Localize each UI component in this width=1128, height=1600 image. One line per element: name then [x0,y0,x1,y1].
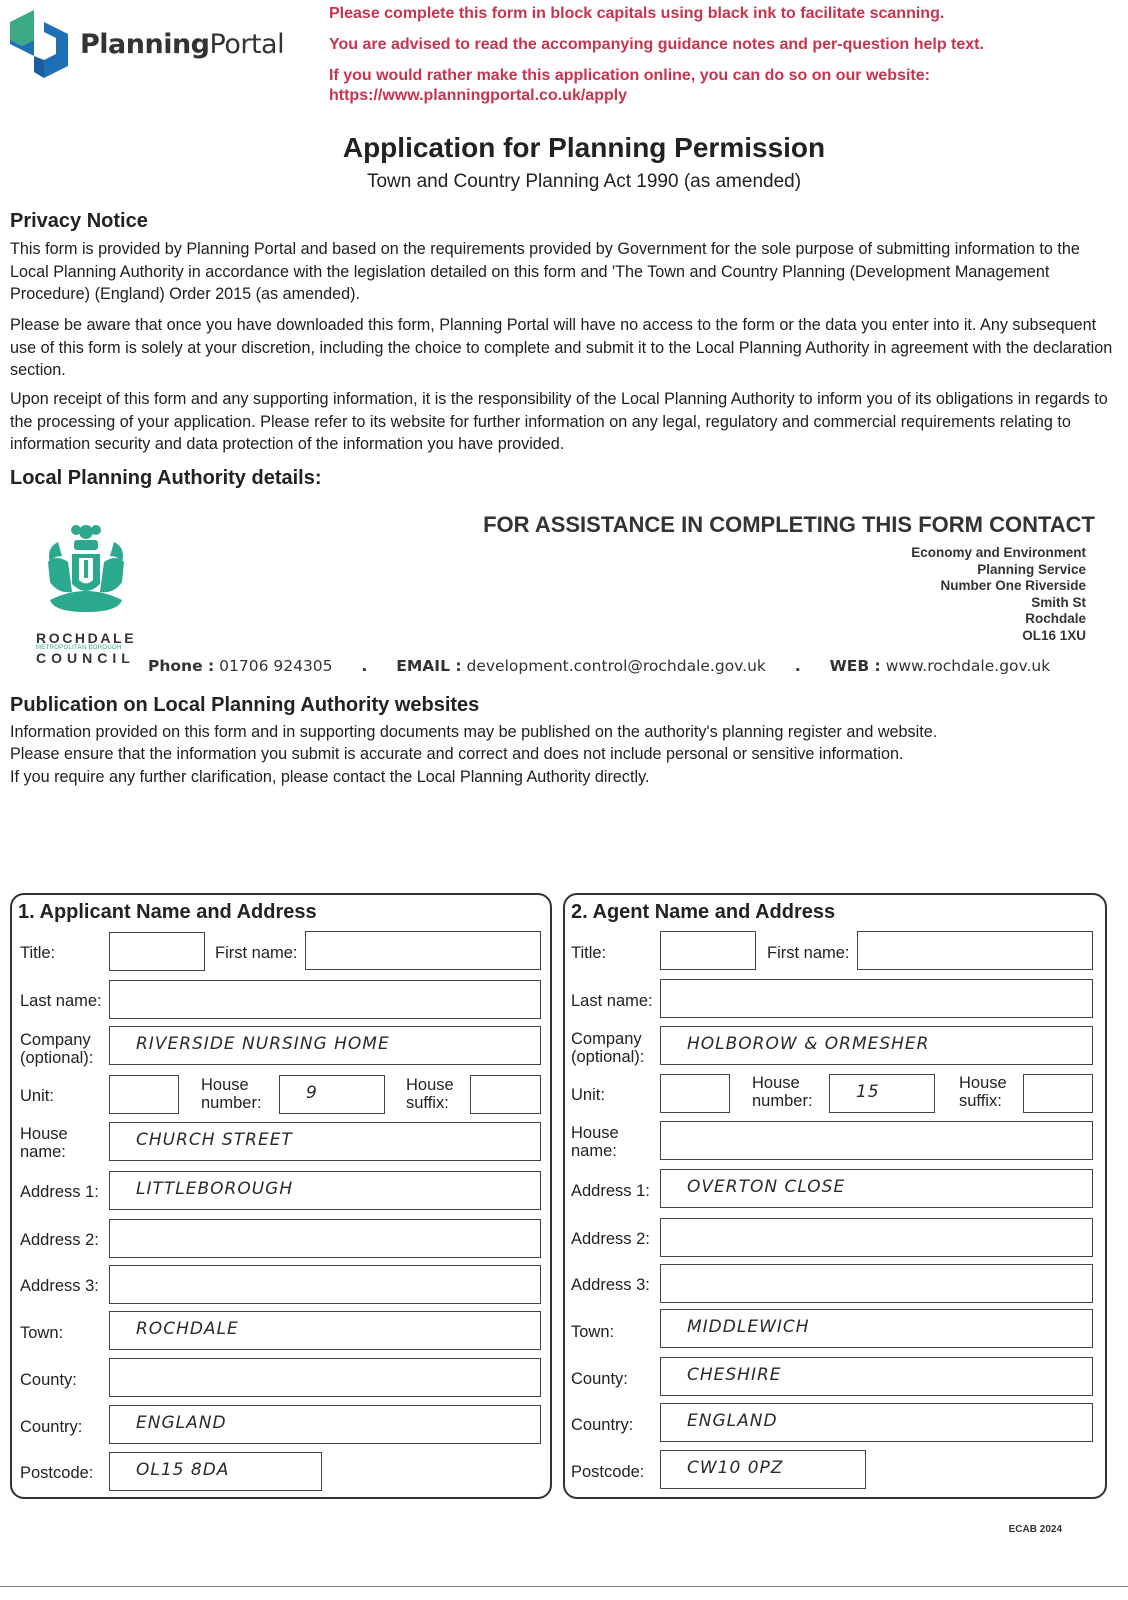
council-name-council: COUNCIL [36,650,135,666]
applicant-title-field[interactable] [109,932,205,971]
agent-address-2-field[interactable] [660,1218,1093,1257]
country-label: Country: [20,1418,83,1436]
address-line: Economy and Environment [911,545,1086,560]
agent-town-field[interactable]: MIDDLEWICH [660,1309,1093,1348]
address-line: Number One Riverside [940,578,1086,593]
page-title: Application for Planning Permission [342,132,826,163]
address-line: Planning Service [977,561,1086,577]
applicant-postcode-field[interactable]: OL15 8DA [109,1452,322,1491]
web-link[interactable]: www.rochdale.gov.uk [885,657,1051,675]
publication-line-1: Information provided on this form and in supporting documents may be published on the authority's planning register and website. [10,723,938,741]
house-suffix-label: House suffix: [406,1076,454,1112]
instruction-guidance-notes: You are advised to read the accompanying guidance notes and per-question help text. [329,36,984,53]
company-label: Company (optional): [571,1030,645,1066]
applicant-address-1-field[interactable]: LITTLEBOROUGH [109,1171,541,1210]
phone-number: 01706 924305 [219,657,333,675]
agent-address-3-field[interactable] [660,1264,1093,1303]
first-name-label: First name: [215,944,298,962]
house-name-label: House name: [20,1125,68,1161]
council-name-metropolitan: METROPOLITAN BOROUGH [36,645,122,651]
last-name-label: Last name: [20,992,102,1010]
agent-house-number-field[interactable]: 15 [829,1074,935,1113]
phone-label: Phone : [148,657,215,675]
applicant-company-field[interactable]: RIVERSIDE NURSING HOME [109,1026,541,1065]
publication-line-3: If you require any further clarification, please contact the Local Planning Authority directly. [10,768,650,786]
privacy-notice-heading: Privacy Notice [10,210,148,232]
separator: . [361,657,368,675]
last-name-label: Last name: [571,992,653,1010]
email-link[interactable]: development.control@rochdale.gov.uk [466,657,766,675]
applicant-town-field[interactable]: ROCHDALE [109,1311,541,1350]
agent-address-1-field[interactable]: OVERTON CLOSE [660,1169,1093,1208]
address-line: OL16 1XU [1022,627,1086,643]
town-label: Town: [571,1323,615,1341]
publication-heading: Publication on Local Planning Authority websites [10,694,480,716]
applicant-house-name-field[interactable]: CHURCH STREET [109,1122,541,1161]
agent-country-field[interactable]: ENGLAND [660,1403,1093,1442]
applicant-county-field[interactable] [109,1358,541,1397]
title-label: Title: [571,944,607,962]
rochdale-council-logo [36,522,140,666]
contact-heading: FOR ASSISTANCE IN COMPLETING THIS FORM CONTACT [483,512,1095,537]
apply-online-link[interactable]: https://www.planningportal.co.uk/apply [329,87,628,104]
applicant-house-number-field[interactable]: 9 [279,1075,385,1114]
county-label: County: [20,1371,77,1389]
planning-portal-wordmark: PlanningPortal [80,28,285,60]
applicant-section [10,893,552,1499]
applicant-section-heading: 1. Applicant Name and Address [18,901,317,923]
unit-label: Unit: [20,1087,54,1105]
form-instructions [329,4,1109,117]
applicant-unit-field[interactable] [109,1075,179,1114]
address-1-label: Address 1: [20,1183,99,1201]
title-label: Title: [20,944,56,962]
agent-last-name-field[interactable] [660,979,1093,1018]
applicant-address-3-field[interactable] [109,1265,541,1304]
planning-portal-logo [8,8,284,80]
council-name-rochdale: ROCHDALE [36,630,137,646]
address-line: Rochdale [1025,611,1086,626]
privacy-paragraph-2: Please be aware that once you have downloaded this form, Planning Portal will have no access to the form or the data you enter into it. Any subsequent use of this form is solely at your discretion, including the choice to complete and submit it to the Local Planning Authority in agreement with the declaration section. [10,316,1113,379]
agent-unit-field[interactable] [660,1074,730,1113]
footer-divider [0,1586,1128,1587]
house-number-label: House number: [752,1074,813,1110]
country-label: Country: [571,1416,634,1434]
agent-postcode-field[interactable]: CW10 0PZ [660,1450,866,1489]
agent-first-name-field[interactable] [857,931,1093,970]
separator: . [794,657,801,675]
agent-section [563,893,1107,1499]
county-label: County: [571,1370,628,1388]
instruction-apply-online: If you would rather make this application online, you can do so on our website: https://www.planningportal.co.uk/apply [329,66,1109,106]
postcode-label: Postcode: [20,1464,94,1482]
address-1-label: Address 1: [571,1182,650,1200]
applicant-country-field[interactable]: ENGLAND [109,1405,541,1444]
web-label: WEB : [829,657,881,675]
agent-county-field[interactable]: CHESHIRE [660,1357,1093,1396]
agent-title-field[interactable] [660,931,756,970]
agent-company-field[interactable]: HOLBOROW & ORMESHER [660,1026,1093,1065]
address-line: Smith St [1031,594,1086,610]
house-suffix-label: House suffix: [959,1074,1007,1110]
contact-details-line [148,657,1108,675]
email-label: EMAIL : [396,657,462,675]
page-subtitle: Town and Country Planning Act 1990 (as amended) [366,171,802,192]
company-label: Company (optional): [20,1031,94,1067]
applicant-address-2-field[interactable] [109,1219,541,1258]
address-2-label: Address 2: [571,1230,650,1248]
town-label: Town: [20,1324,64,1342]
contact-address [911,545,1086,644]
first-name-label: First name: [767,944,850,962]
applicant-house-suffix-field[interactable] [470,1075,541,1114]
unit-label: Unit: [571,1086,605,1104]
house-number-label: House number: [201,1076,262,1112]
house-name-label: House name: [571,1124,619,1160]
address-3-label: Address 3: [571,1276,650,1294]
postcode-label: Postcode: [571,1463,645,1481]
instruction-block-capitals: Please complete this form in block capitals using black ink to facilitate scanning. [329,5,945,22]
agent-house-suffix-field[interactable] [1023,1074,1093,1113]
form-code: ECAB 2024 [1008,1524,1062,1535]
lpa-details-heading: Local Planning Authority details: [10,467,322,489]
publication-line-2: Please ensure that the information you submit is accurate and correct and does not include personal or sensitive information. [10,745,904,763]
planning-portal-logo-icon [8,8,70,80]
address-3-label: Address 3: [20,1277,99,1295]
agent-section-heading: 2. Agent Name and Address [571,901,836,923]
applicant-first-name-field[interactable] [305,931,541,970]
applicant-last-name-field[interactable] [109,980,541,1019]
address-2-label: Address 2: [20,1231,99,1249]
privacy-paragraph-3: Upon receipt of this form and any supporting information, it is the responsibility of the Local Planning Authority to inform you of its obligations in regards to the processing of your application. Please refer to its website for further information on any legal, regulatory and commercial requirements relating to information security and data protection of the information you have provided. [10,390,1108,453]
council-crest-icon [36,522,136,622]
privacy-paragraph-1: This form is provided by Planning Portal and based on the requirements provided by Government for the sole purpose of submitting information to the Local Planning Authority in accordance with the legislation detailed on this form and 'The Town and Country Planning (Development Management Procedure) (England) Order 2015 (as amended). [10,240,1080,303]
agent-house-name-field[interactable] [660,1121,1093,1160]
